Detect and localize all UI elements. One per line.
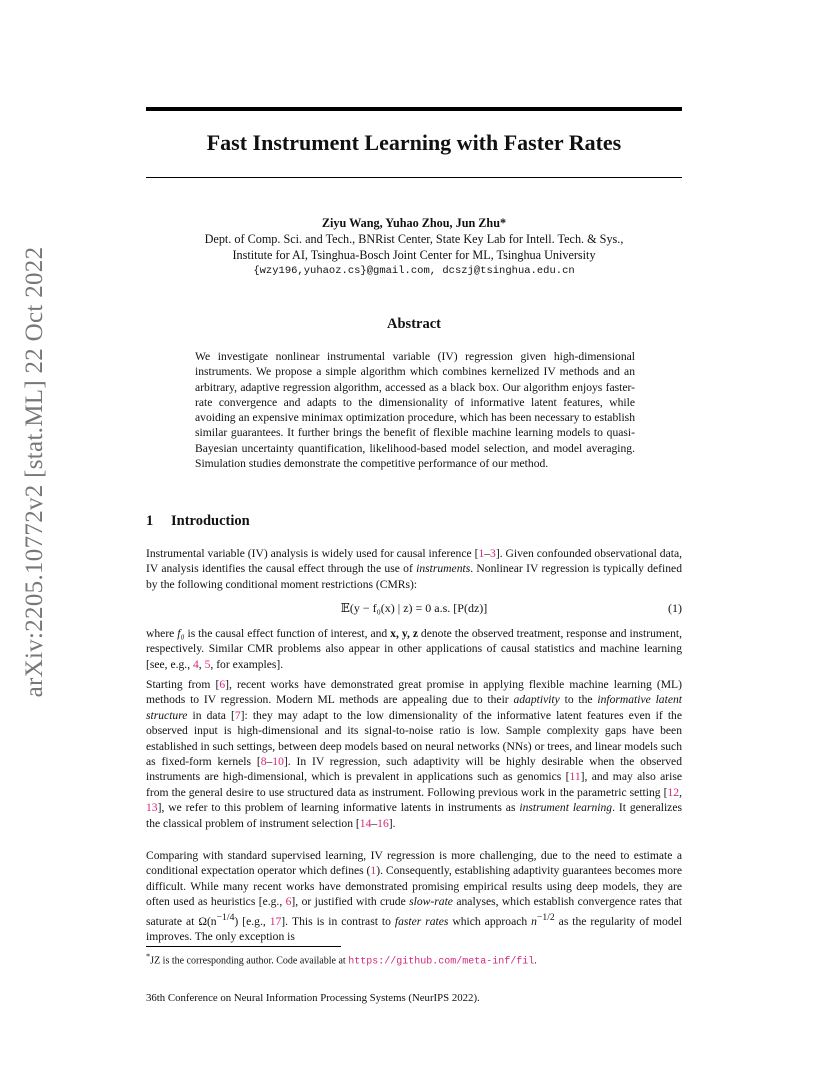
- intro-paragraph-4: Comparing with standard supervised learning, IV regression is more challenging, due to the need to estimate a conditional expectation operator which defines (1). Consequently, establishing adaptivity guarantees becomes more difficult. While many recent works have demonstrated promising empirical results using deep models, they are often used as heuristics [e.g., 6], or justified with crude slow-rate analyses, which establish convergence rates that saturate at $\Omega(n^{-1/4})$ [e.g., 17]. This is in contrast to faster rates which approach $n^{-1/2}$ as the regularity of model improves. The only exception is: [146, 849, 683, 943]
- title-bottom-rule: [146, 177, 682, 178]
- code-url-link[interactable]: https://github.com/meta-inf/fil: [348, 956, 535, 968]
- citation-link[interactable]: 11: [569, 770, 581, 784]
- section-heading: [146, 511, 682, 531]
- author-names: Ziyu Wang, Yuhao Zhou, Jun Zhu*: [321, 216, 507, 230]
- equation-number: (1): [668, 601, 682, 615]
- citation-link[interactable]: 6: [285, 895, 292, 909]
- abstract-heading: Abstract: [387, 316, 441, 332]
- citation-link[interactable]: 1: [478, 547, 485, 560]
- footnote: *JZ is the corresponding author. Code available at https://github.com/meta-inf/fil.: [146, 952, 537, 968]
- affiliation-line-2: Institute for AI, Tsinghua-Bosch Joint Center for ML, Tsinghua University: [232, 248, 596, 262]
- arxiv-identifier: arXiv:2205.10772v2 [stat.ML] 22 Oct 2022: [21, 246, 48, 698]
- citation-link[interactable]: 5: [204, 657, 211, 671]
- section-title: Introduction: [171, 513, 250, 529]
- title-top-rule: [146, 107, 682, 111]
- paper-title: Fast Instrument Learning with Faster Rates: [206, 130, 622, 155]
- intro-paragraph-2: where f₀ is the causal effect function of interest, and x, y, z denote the observed treatment, response and instrument, respectively. Similar CMR problems also appear in other applications of causal statistics and machine learning [see, e.g., 4, 5, for examples].: [146, 627, 682, 671]
- section-number: 1: [146, 513, 154, 529]
- citation-link[interactable]: 7: [234, 708, 241, 722]
- citation-link[interactable]: 4: [193, 657, 199, 671]
- citation-link[interactable]: 16: [377, 816, 389, 830]
- footnote-rule: [146, 946, 341, 947]
- citation-link[interactable]: 13: [146, 801, 158, 815]
- citation-link[interactable]: 8: [260, 755, 267, 769]
- abstract-text: We investigate nonlinear instrumental variable (IV) regression given high-dimensional instruments. We propose a simple algorithm which combines kernelized IV methods and an arbitrary, adaptive regression algorithm, accessed as a black box. Our algorithm enjoys faster-rate convergence and adapts to the dimensionality of informative latent features, while avoiding an expensive minimax optimization procedure, which has been necessary to establish similar guarantees. It further brings the benefit of flexible machine learning models to quasi-Bayesian uncertainty quantification, likelihood-based model selection, and model averaging. Simulation studies demonstrate the competitive performance of our method.: [195, 350, 635, 471]
- intro-paragraph-3: Starting from [6], recent works have demonstrated great promise in applying flexible machine learning (ML) methods to IV regression. Modern ML methods are appealing due to their adaptivity to the informative latent structure in data [7]: they may adapt to the low dimensionality of the informative latent features even if the observed input is high-dimensional and its signal-to-noise ratio is low. Sample complexity gaps have been established in such settings, between deep models based on neural networks (NNs) or trees, and linear models such as fixed-form kernels [8–10]. In IV regression, such adaptivity will be highly desirable when the observed instruments are high-dimensional, which is prevalent in applications such as genomics [11], and may also arise from the general desire to use structured data as instrument. Following previous work in the parametric setting [12, 13], we refer to this problem of learning informative latents in instruments as instrument learning. It generalizes the classical problem of instrument selection [14–16].: [146, 678, 683, 830]
- citation-link[interactable]: 17: [269, 914, 282, 928]
- citation-link[interactable]: 3: [490, 547, 496, 560]
- arxiv-sidebar: [21, 246, 48, 698]
- equation-1: [146, 599, 682, 617]
- equation-ref-link[interactable]: 1: [370, 864, 377, 878]
- footnote-marker: *: [146, 952, 151, 961]
- citation-link[interactable]: 6: [219, 678, 226, 691]
- affiliation-line-1: Dept. of Comp. Sci. and Tech., BNRist Center, State Key Lab for Intell. Tech. & Sys.,: [204, 232, 624, 246]
- citation-link[interactable]: 14: [359, 816, 372, 830]
- citation-link[interactable]: 10: [272, 755, 284, 769]
- author-emails: {wzy196,yuhaoz.cs}@gmail.com, dcszj@tsinghua.edu.cn: [253, 265, 575, 277]
- equation-body: 𝔼(y − f₀(x) | z) = 0 a.s. [P(dz)]: [340, 601, 488, 615]
- intro-paragraph-1: Instrumental variable (IV) analysis is widely used for causal inference [1–3]. Given confounded observational data, IV analysis identifies the causal effect through the use of instruments. Nonlinear IV regression is typically defined by the following conditional moment restrictions (CMRs):: [146, 547, 682, 591]
- author-block: [146, 215, 682, 279]
- citation-link[interactable]: 12: [667, 785, 680, 799]
- conference-note: 36th Conference on Neural Information Processing Systems (NeurIPS 2022).: [146, 992, 480, 1004]
